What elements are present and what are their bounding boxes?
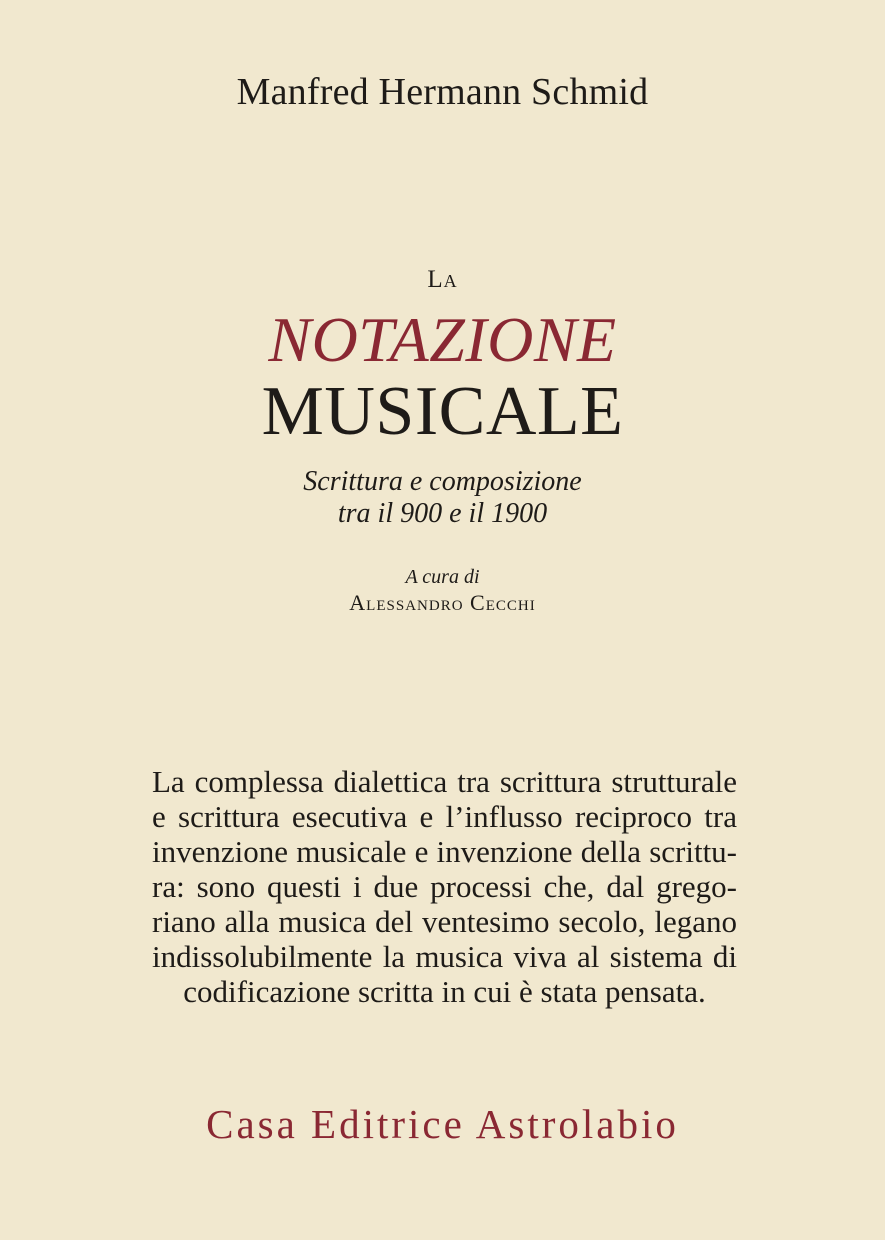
author-name: Manfred Hermann Schmid xyxy=(236,71,649,113)
subtitle-line-2: tra il 900 e il 1900 xyxy=(337,498,548,529)
title-word-musicale: MUSICALE xyxy=(261,373,624,450)
title-word-notazione: NOTAZIONE xyxy=(268,304,617,375)
subtitle-line-1: Scrittura e composizione xyxy=(303,466,582,497)
blurb-line: riano alla musica del ventesimo secolo, legano xyxy=(152,904,737,939)
blurb-line: e scrittura esecutiva e l’influsso reciproco tra xyxy=(152,799,737,834)
blurb-line: ra: sono questi i due processi che, dal grego- xyxy=(152,869,737,904)
curator-label: A cura di xyxy=(405,566,480,588)
publisher-name: Casa Editrice Astrolabio xyxy=(206,1101,679,1147)
curator-name: Alessandro Cecchi xyxy=(349,590,536,615)
blurb-line: invenzione musicale e invenzione della scrittu- xyxy=(152,834,737,869)
title-article: La xyxy=(427,266,458,293)
blurb-line: La complessa dialettica tra scrittura strutturale xyxy=(152,764,737,799)
blurb-line: codificazione scritta in cui è stata pensata. xyxy=(183,974,706,1009)
blurb-paragraph xyxy=(152,764,737,1009)
blurb-line: indissolubilmente la musica viva al sistema di xyxy=(152,939,737,974)
